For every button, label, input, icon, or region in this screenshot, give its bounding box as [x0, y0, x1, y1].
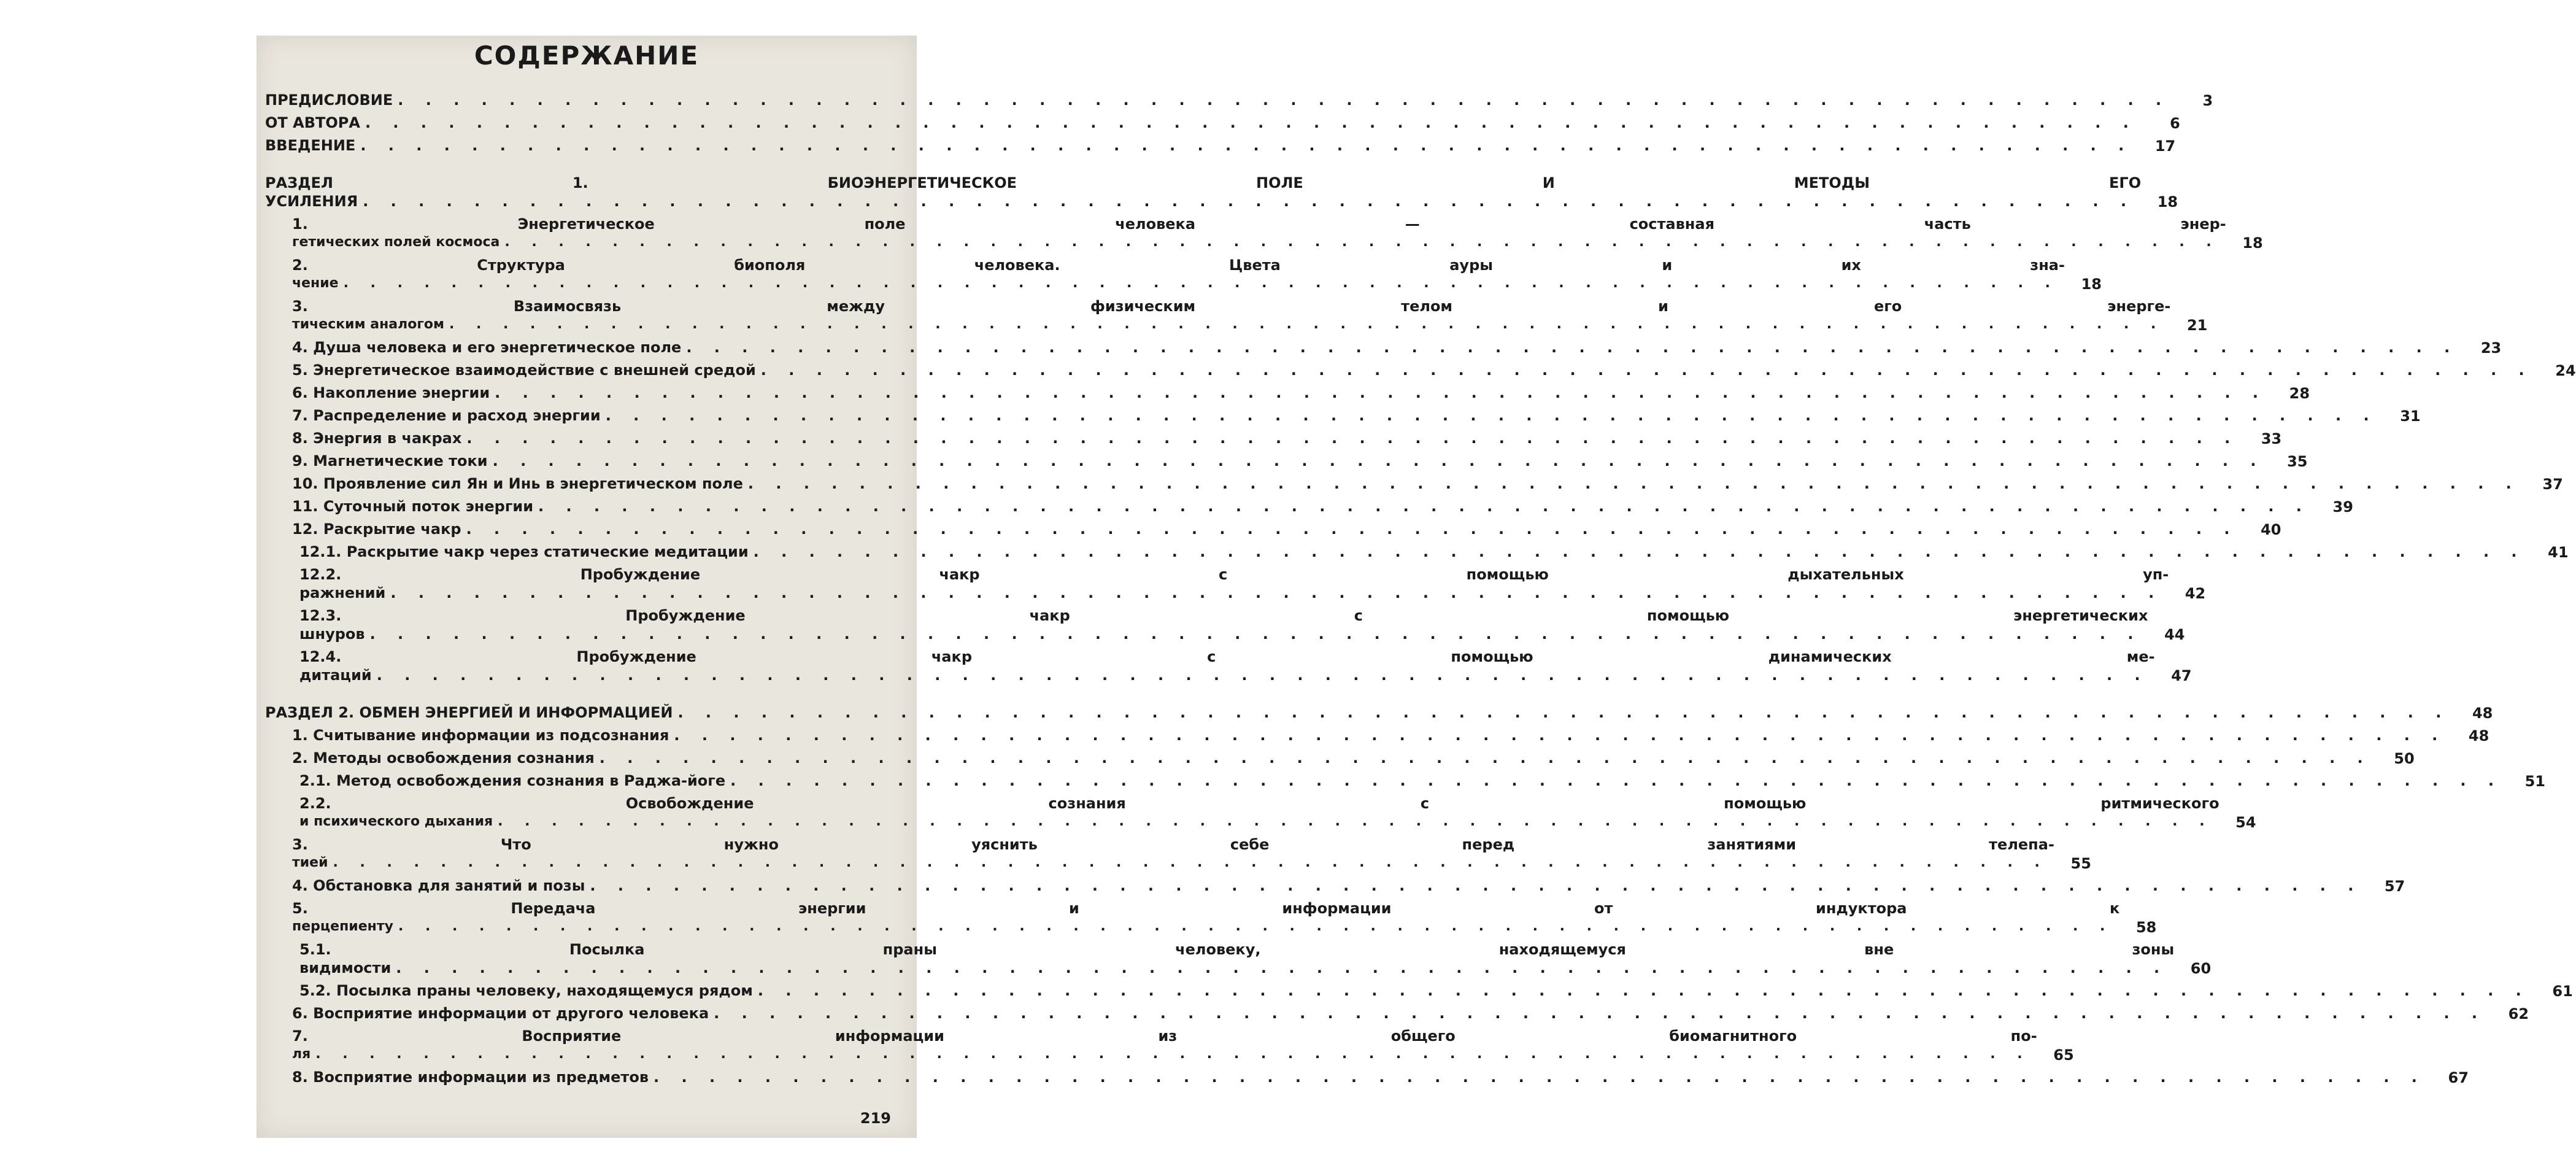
leader-dots: [344, 274, 2059, 293]
toc-page-number: 65: [2053, 1046, 2074, 1064]
toc-entry: [265, 794, 2256, 831]
toc-entry-text: 7. Распределение и расход энергии: [292, 407, 601, 424]
toc-entry-text-cont: ля: [292, 1046, 311, 1062]
toc-entry: [265, 361, 2576, 379]
leader-dots: [714, 1004, 2486, 1023]
leader-dots: [606, 406, 2378, 425]
toc-entry-text: 1. Считывание информации из подсознания: [292, 727, 669, 744]
toc-entry: [265, 1027, 2074, 1064]
toc-entry-text-cont: чение: [292, 276, 339, 291]
toc-page-number: 31: [2400, 408, 2421, 425]
book-page: [256, 36, 2576, 1138]
toc-entry-text: 12.2. Пробуждение чакр с помощью дыхательных уп-: [299, 566, 2169, 583]
leader-dots: [363, 192, 2135, 211]
leader-dots: [600, 749, 2372, 767]
toc-entry-text: 4. Обстановка для занятий и позы: [292, 877, 585, 894]
toc-page-number: 42: [2185, 585, 2206, 602]
toc-entry: [265, 520, 2281, 538]
toc-entry: [265, 136, 2176, 155]
toc-entry: [265, 215, 2263, 252]
toc-entry-text: 2.1. Метод освобождения сознания в Раджа-йоге: [299, 772, 726, 789]
toc-page-number: 40: [2261, 521, 2281, 538]
leader-dots: [466, 520, 2239, 538]
toc-page-number: 35: [2287, 453, 2308, 470]
leader-dots: [466, 429, 2239, 447]
toc-page-number: 67: [2448, 1069, 2469, 1086]
toc-entry: [265, 606, 2185, 643]
leader-dots: [398, 918, 2113, 936]
toc-entry: [265, 981, 2573, 1000]
toc-entry-text-cont: и психического дыхания: [299, 814, 493, 829]
toc-entry-text: РАЗДЕЛ 2. ОБМЕН ЭНЕРГИЕЙ И ИНФОРМАЦИЕЙ: [265, 704, 673, 721]
table-of-contents: [265, 91, 2576, 1091]
leader-dots: [377, 666, 2149, 684]
leader-dots: [654, 1068, 2426, 1086]
toc-entry-text-cont: тией: [292, 855, 328, 870]
toc-entry-text: 1. Энергетическое поле человека — составная часть энер-: [292, 215, 2226, 233]
toc-entry: [265, 543, 2569, 561]
toc-page-number: 6: [2170, 115, 2180, 132]
toc-entry-text: 10. Проявление сил Ян и Инь в энергетическом поле: [292, 475, 743, 492]
toc-entry-text: 6. Восприятие информации от другого человека: [292, 1005, 709, 1022]
toc-page-number: 18: [2242, 234, 2263, 252]
leader-dots: [396, 959, 2168, 977]
toc-page-number: 54: [2235, 814, 2256, 831]
toc-entry-text: ПРЕДИСЛОВИЕ: [265, 91, 393, 109]
toc-entry-text: 12.3. Пробуждение чакр с помощью энергетических: [299, 607, 2148, 624]
leader-dots: [686, 338, 2458, 357]
leader-dots: [449, 315, 2164, 334]
toc-page-number: 55: [2070, 855, 2091, 872]
leader-dots: [390, 584, 2162, 602]
leader-dots: [333, 854, 2048, 872]
toc-entry-text: 2.2. Освобождение сознания с помощью ритмического: [299, 795, 2219, 812]
toc-page-number: 41: [2548, 544, 2569, 561]
leader-dots: [538, 497, 2310, 516]
page-title: СОДЕРЖАНИЕ: [474, 41, 700, 71]
toc-entry: [265, 452, 2308, 470]
toc-entry-text: 8. Энергия в чакрах: [292, 430, 462, 447]
toc-page-number: 47: [2171, 667, 2192, 684]
toc-page-number: 3: [2202, 92, 2213, 109]
leader-dots: [730, 771, 2502, 790]
leader-dots: [590, 876, 2362, 895]
toc-page-number: 23: [2480, 339, 2502, 357]
toc-page-number: 37: [2542, 476, 2563, 493]
page-number: 219: [860, 1110, 891, 1127]
toc-entry-text-cont: ражнений: [299, 584, 386, 601]
leader-dots: [360, 136, 2132, 155]
toc-entry-text-cont: УСИЛЕНИЯ: [265, 193, 358, 210]
toc-entry-text: 12.4. Пробуждение чакр с помощью динамических ме-: [299, 648, 2155, 665]
toc-entry-text-cont: дитаций: [299, 667, 372, 684]
leader-dots: [758, 981, 2530, 1000]
toc-entry-text: 5.2. Посылка праны человеку, находящемуся рядом: [299, 982, 753, 999]
toc-page-number: 24: [2555, 362, 2576, 379]
toc-entry-text: 6. Накопление энергии: [292, 384, 490, 401]
toc-page-number: 18: [2081, 276, 2102, 293]
toc-entry-text: 5. Передача энергии и информации от индуктора к: [292, 900, 2120, 917]
toc-page-number: 28: [2289, 385, 2310, 402]
toc-entry-text-cont: тическим аналогом: [292, 317, 444, 332]
toc-page-number: 48: [2468, 727, 2489, 744]
leader-dots: [674, 726, 2446, 744]
leader-dots: [398, 91, 2170, 109]
toc-entry: [265, 1068, 2469, 1086]
toc-entry: [265, 771, 2546, 790]
toc-entry: [265, 648, 2192, 684]
toc-entry-text-cont: перцепиенту: [292, 919, 393, 934]
toc-entry-text: 12.1. Раскрытие чакр через статические медитации: [299, 543, 749, 560]
toc-entry-text: 2. Методы освобождения сознания: [292, 749, 595, 767]
leader-dots: [754, 543, 2526, 561]
leader-dots: [504, 233, 2219, 252]
toc-page-number: 18: [2157, 193, 2178, 211]
toc-page-number: 62: [2508, 1005, 2529, 1023]
toc-entry: [265, 940, 2212, 977]
toc-entry: [265, 474, 2563, 493]
toc-entry-text: 9. Магнетические токи: [292, 452, 488, 470]
toc-entry: [265, 899, 2157, 936]
toc-entry: [265, 876, 2405, 895]
toc-entry-text-cont: видимости: [299, 959, 391, 976]
leader-dots: [370, 625, 2142, 643]
toc-page-number: 48: [2472, 705, 2493, 722]
toc-page-number: 61: [2552, 983, 2573, 1000]
toc-entry-text: 3. Что нужно уяснить себе перед занятиями телепа-: [292, 836, 2054, 853]
toc-section-heading: [265, 703, 2493, 722]
toc-entry-text: 7. Восприятие информации из общего биомагнитного по-: [292, 1027, 2037, 1045]
toc-entry: [265, 91, 2213, 109]
toc-entry-text: 5. Энергетическое взаимодействие с внешней средой: [292, 362, 756, 379]
toc-entry-text: 8. Восприятие информации из предметов: [292, 1069, 649, 1086]
toc-entry-text: ОТ АВТОРА: [265, 114, 360, 131]
leader-dots: [498, 813, 2213, 831]
toc-entry: [265, 497, 2353, 516]
toc-page-number: 39: [2332, 498, 2353, 516]
toc-entry-text-cont: шнуров: [299, 625, 365, 643]
toc-section-heading: [265, 174, 2178, 211]
toc-entry: [265, 338, 2502, 357]
leader-dots: [315, 1045, 2030, 1064]
toc-entry: [265, 835, 2091, 872]
toc-page-number: 50: [2394, 750, 2415, 767]
toc-entry: [265, 749, 2415, 767]
toc-entry-text: ВВЕДЕНИЕ: [265, 137, 356, 154]
toc-entry-text: 11. Суточный поток энергии: [292, 498, 534, 515]
leader-dots: [761, 361, 2533, 379]
leader-dots: [677, 703, 2450, 722]
toc-entry-text: 5.1. Посылка праны человеку, находящемуся вне зоны: [299, 941, 2175, 958]
toc-page-number: 51: [2524, 773, 2546, 790]
toc-entry: [265, 256, 2102, 293]
leader-dots: [495, 384, 2267, 402]
toc-entry-text: 4. Душа человека и его энергетическое поле: [292, 339, 682, 356]
toc-entry: [265, 297, 2208, 334]
leader-dots: [365, 114, 2137, 132]
leader-dots: [748, 474, 2520, 493]
toc-entry: [265, 726, 2489, 744]
toc-entry-text: РАЗДЕЛ 1. БИОЭНЕРГЕТИЧЕСКОЕ ПОЛЕ И МЕТОДЫ ЕГО: [265, 174, 2142, 191]
toc-page-number: 33: [2261, 430, 2282, 447]
toc-page-number: 21: [2186, 317, 2208, 334]
toc-entry-text-cont: гетических полей космоса: [292, 234, 500, 250]
toc-page-number: 60: [2190, 960, 2212, 977]
toc-entry-text: 12. Раскрытие чакр: [292, 520, 461, 538]
toc-entry: [265, 406, 2421, 425]
toc-page-number: 17: [2154, 137, 2176, 155]
toc-page-number: 57: [2384, 878, 2405, 895]
toc-entry: [265, 384, 2310, 402]
toc-page-number: 44: [2164, 626, 2185, 643]
toc-entry: [265, 429, 2282, 447]
leader-dots: [493, 452, 2265, 470]
toc-page-number: 58: [2135, 919, 2157, 936]
toc-entry: [265, 114, 2180, 132]
toc-entry-text: 2. Структура биополя человека. Цвета ауры и их зна-: [292, 257, 2065, 274]
toc-entry: [265, 1004, 2529, 1023]
toc-entry: [265, 565, 2206, 602]
toc-entry-text: 3. Взаимосвязь между физическим телом и его энерге-: [292, 298, 2171, 315]
